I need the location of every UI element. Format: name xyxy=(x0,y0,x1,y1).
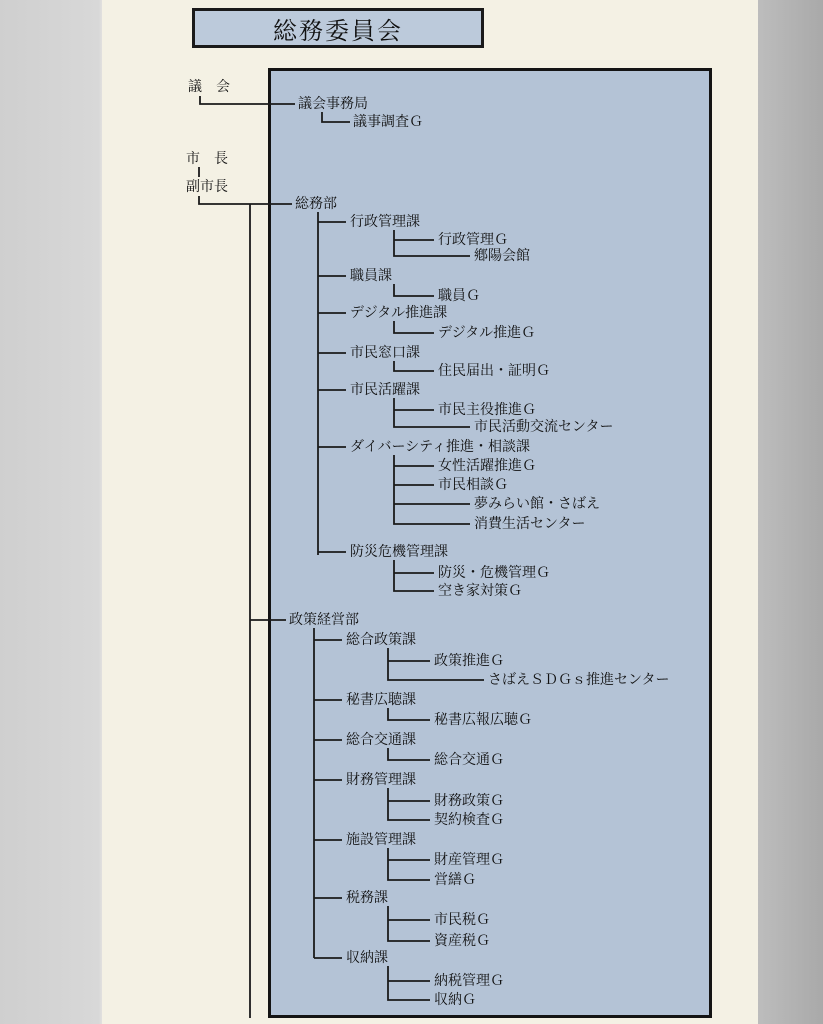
node-giji-chosa-g: 議事調査Ｇ xyxy=(353,114,423,130)
node-zaimu-kanri-ka: 財務管理課 xyxy=(346,772,416,788)
node-gyosei-kanri-ka: 行政管理課 xyxy=(350,214,420,230)
node-diversity-ka: ダイバーシティ推進・相談課 xyxy=(350,439,531,455)
node-sogo-seisaku-ka: 総合政策課 xyxy=(346,632,416,648)
node-seisaku-suishin-g: 政策推進Ｇ xyxy=(434,653,504,669)
node-eizen-g: 営繕Ｇ xyxy=(434,872,476,888)
node-zaimu-seisaku-g: 財務政策Ｇ xyxy=(434,793,504,809)
node-shisanzei-g: 資産税Ｇ xyxy=(434,933,490,949)
node-shuno-ka: 収納課 xyxy=(346,950,388,966)
node-digital-ka: デジタル推進課 xyxy=(350,305,448,321)
node-sogo-kotsu-g: 総合交通Ｇ xyxy=(434,752,504,768)
node-shisetsu-kanri-ka: 施設管理課 xyxy=(346,832,416,848)
node-zaisan-kanri-g: 財産管理Ｇ xyxy=(434,852,504,868)
node-shokuin-ka: 職員課 xyxy=(350,268,392,284)
node-shimin-madoguchi-ka: 市民窓口課 xyxy=(350,345,420,361)
node-jumin-todoke-g: 住民届出・証明Ｇ xyxy=(438,363,550,379)
node-zeimu-ka: 税務課 xyxy=(346,890,388,906)
node-somubu: 総務部 xyxy=(295,196,337,212)
node-kyoyo-kaikan: 鄕陽会館 xyxy=(474,248,530,264)
label-shicho: 市 長 xyxy=(186,151,228,167)
node-sogo-kotsu-ka: 総合交通課 xyxy=(346,732,416,748)
node-sdgs-center: さばえＳＤＧｓ推進センター xyxy=(488,672,670,688)
node-seisaku-keiei-bu: 政策経営部 xyxy=(289,612,359,628)
node-shokuin-g: 職員Ｇ xyxy=(438,288,480,304)
node-shuno-g: 収納Ｇ xyxy=(434,992,476,1008)
node-shimin-shuyaku-g: 市民主役推進Ｇ xyxy=(438,402,536,418)
node-hisho-koho-g: 秘書広報広聴Ｇ xyxy=(434,712,532,728)
node-keiyaku-kensa-g: 契約検査Ｇ xyxy=(434,812,504,828)
node-gikai-jimukyoku: 議会事務局 xyxy=(298,96,368,112)
label-gikai: 議 会 xyxy=(188,79,230,95)
node-gyosei-kanri-g: 行政管理Ｇ xyxy=(438,232,508,248)
node-bosai-ka: 防災危機管理課 xyxy=(350,544,448,560)
node-shohi-seikatsu-center: 消費生活センター xyxy=(474,516,586,532)
node-digital-g: デジタル推進Ｇ xyxy=(438,325,536,341)
node-shimin-katsuyaku-ka: 市民活躍課 xyxy=(350,382,420,398)
node-nozei-kanri-g: 納税管理Ｇ xyxy=(434,973,504,989)
label-fukushicho: 副市長 xyxy=(186,179,228,195)
node-akiya-g: 空き家対策Ｇ xyxy=(438,583,522,599)
node-shimin-sodan-g: 市民相談Ｇ xyxy=(438,477,508,493)
node-josei-katsuyaku-g: 女性活躍推進Ｇ xyxy=(438,458,536,474)
node-shiminzei-g: 市民税Ｇ xyxy=(434,912,490,928)
node-hisho-koho-ka: 秘書広聴課 xyxy=(346,692,416,708)
diagram-title: 総務委員会 xyxy=(192,8,484,48)
node-bosai-g: 防災・危機管理Ｇ xyxy=(438,565,550,581)
node-yume-mirai-kan: 夢みらい館・さばえ xyxy=(474,496,600,512)
node-shimin-katsudo-center: 市民活動交流センター xyxy=(474,419,614,435)
